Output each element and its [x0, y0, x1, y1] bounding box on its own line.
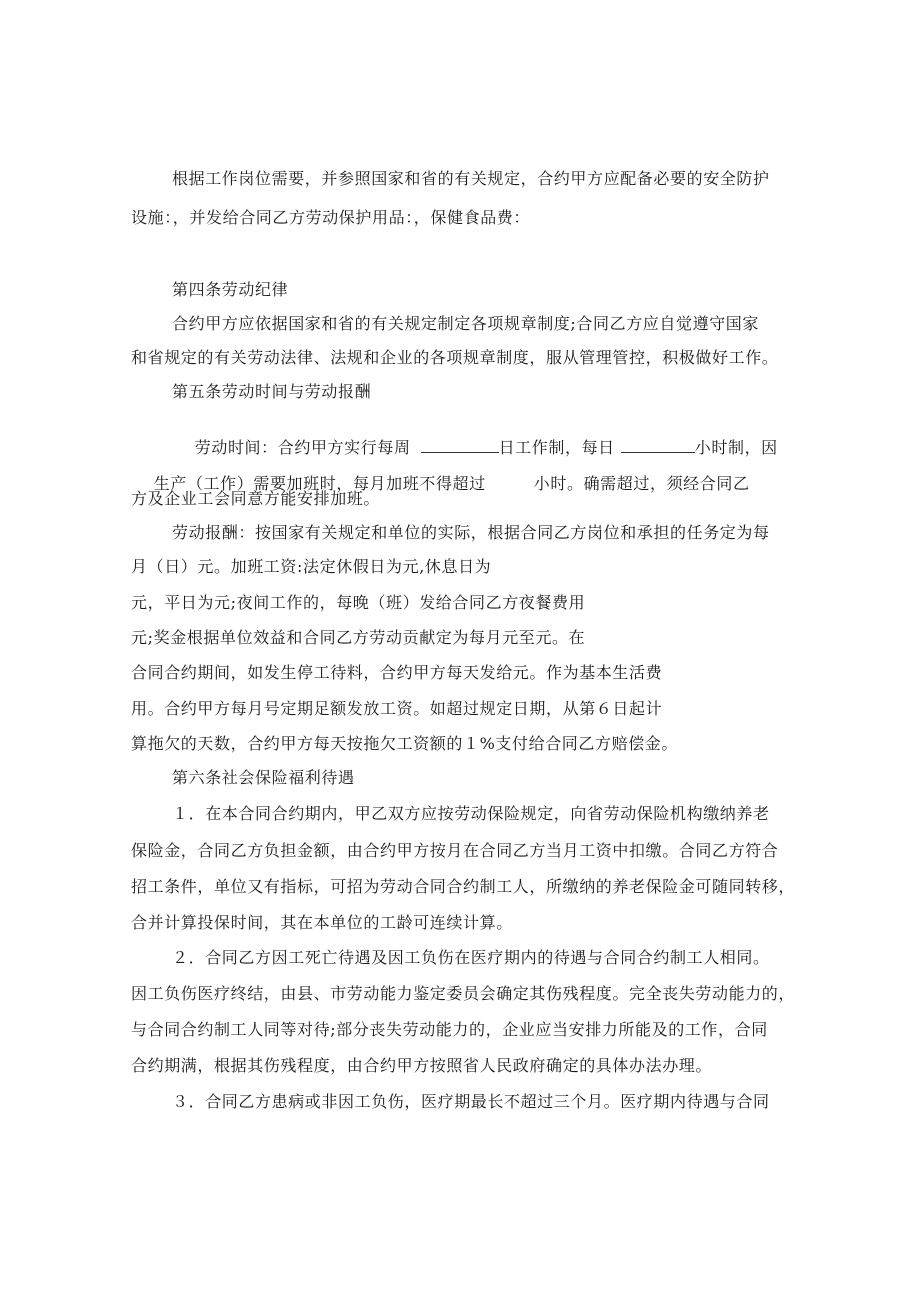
pay-line-2: 月（日）元。加班工资:法定休假日为元,休息日为	[131, 557, 492, 576]
work-time-part-3: 小时制，因	[694, 438, 778, 457]
item3-line-1: ３．合同乙方患病或非因工负伤，医疗期最长不超过三个月。医疗期内待遇与合同	[172, 1092, 770, 1111]
item1-line-3: 招工条件，单位又有指标，可招为劳动合同合约制工人，所缴纳的养老保险金可随同转移，	[131, 877, 796, 896]
pay-line-5: 合同合约期间，如发生停工待料，合约甲方每天发给元。作为基本生活费	[131, 663, 663, 682]
item2-line-1: ２．合同乙方因工死亡待遇及因工负伤在医疗期内的待遇与合同合约制工人相同。	[172, 948, 770, 967]
pay-line-4: 元;奖金根据单位效益和合同乙方劳动贡献定为每月元至元。在	[131, 628, 586, 647]
work-time-line-2a: 生产（工作）需要加班时，每月加班不得超过	[153, 474, 486, 493]
item2-line-4: 合约期满，根据其伤残程度，由合约甲方按照省人民政府确定的具体办法办理。	[131, 1056, 713, 1075]
item2-line-2: 因工负伤医疗终结，由县、市劳动能力鉴定委员会确定其伤残程度。完全丧失劳动能力的，	[131, 984, 796, 1003]
item1-line-4: 合并计算投保时间，其在本单位的工龄可连续计算。	[131, 913, 513, 932]
item1-line-2: 保险金，合同乙方负担金额，由合约甲方按月在合同乙方当月工资中扣缴。合同乙方符合	[131, 841, 779, 860]
item2-line-3: 与合同合约制工人同等对待;部分丧失劳动能力的，企业应当安排力所能及的工作，合同	[131, 1020, 768, 1039]
pay-line-7: 算拖欠的天数，合约甲方每天按拖欠工资额的１%支付给合同乙方赔偿金。	[131, 734, 679, 753]
article6-title: 第六条社会保险福利待遇	[172, 768, 355, 787]
days-per-week-blank	[421, 438, 499, 453]
work-time-line-3: 方及企业工会同意方能安排加班。	[131, 489, 381, 508]
work-time-part-1: 劳动时间：合约甲方实行每周	[194, 438, 411, 457]
article4-body-line-2: 和省规定的有关劳动法律、法规和企业的各项规章制度，服从管理管控，积极做好工作。	[131, 348, 779, 367]
hours-per-day-blank	[621, 438, 695, 453]
article4-body-line-1: 合约甲方应依据国家和省的有关规定制定各项规章制度;合同乙方应自觉遵守国家	[172, 314, 759, 333]
article5-title: 第五条劳动时间与劳动报酬	[172, 382, 372, 401]
pay-line-3: 元，平日为元;夜间工作的，每晚（班）发给合同乙方夜餐费用	[131, 593, 586, 612]
item1-line-1: １．在本合同合约期内，甲乙双方应按劳动保险规定，向省劳动保险机构缴纳养老	[172, 804, 770, 823]
pay-line-1: 劳动报酬：按国家有关规定和单位的实际，根据合同乙方岗位和承担的任务定为每	[172, 523, 770, 542]
pay-line-6: 用。合约甲方每月号定期足额发放工资。如超过规定日期，从第６日起计	[131, 699, 663, 718]
work-time-line-2b: 小时。确需超过，须经合同乙	[533, 474, 750, 493]
protection-line-2: 设施：，并发给合同乙方劳动保护用品：，保健食品费：	[131, 208, 531, 227]
protection-line-1: 根据工作岗位需要，并参照国家和省的有关规定，合约甲方应配备必要的安全防护	[172, 169, 770, 188]
work-time-part-2: 日工作制，每日	[498, 438, 615, 457]
article4-title: 第四条劳动纪律	[172, 280, 289, 299]
